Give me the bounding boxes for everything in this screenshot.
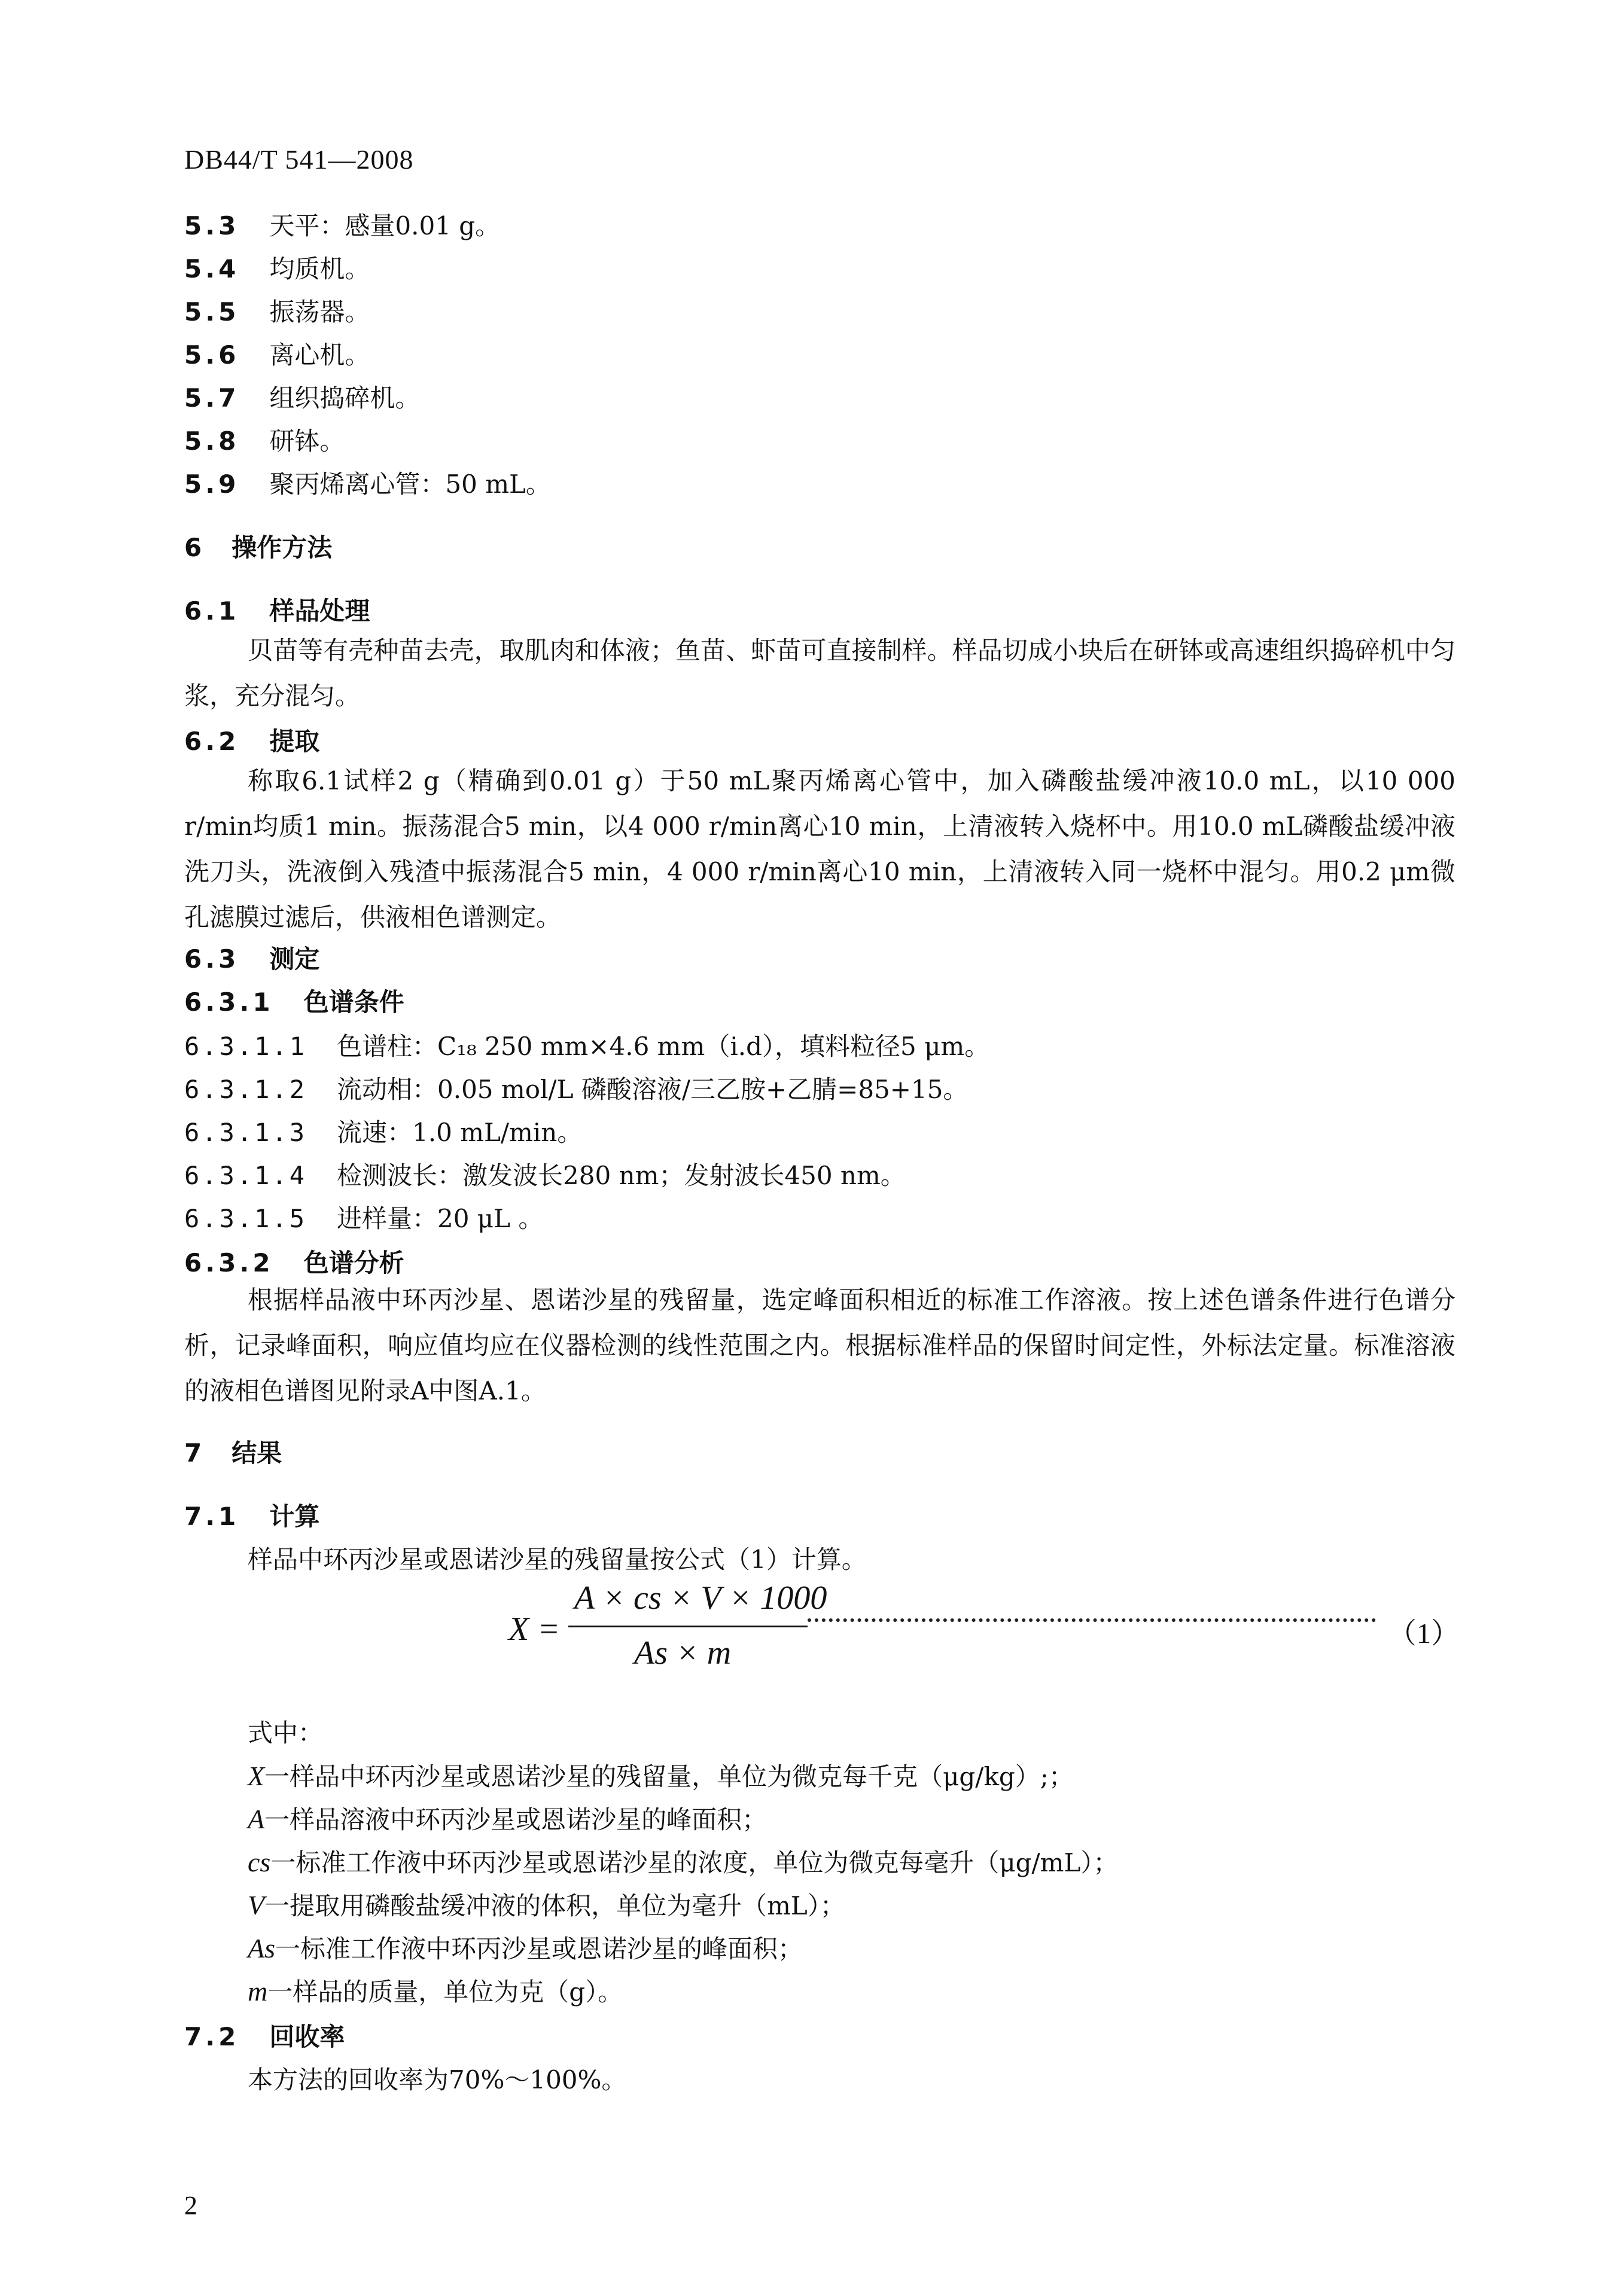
section-number: 6.3 [184, 944, 240, 974]
section-title: 提取 [269, 727, 320, 756]
section-title: 结果 [232, 1438, 282, 1468]
section-title: 计算 [269, 1502, 320, 1531]
item-number: 5.7 [184, 383, 240, 413]
item-text: 振荡器。 [269, 297, 370, 327]
item-5-6 [184, 339, 1455, 372]
condition-6-3-1-5 [184, 1202, 1455, 1236]
condition-6-3-1-4 [184, 1159, 1455, 1193]
page-number: 2 [184, 2191, 197, 2220]
condition-text: 检测波长：激发波长280 nm；发射波长450 nm。 [337, 1161, 906, 1190]
item-number: 5.9 [184, 469, 240, 499]
condition-text: 流动相：0.05 mol/L 磷酸溶液/三乙胺+乙腈=85+15。 [337, 1075, 969, 1104]
section-number: 6.2 [184, 727, 240, 756]
section-6-heading [184, 531, 1455, 565]
item-text: 均质机。 [269, 254, 370, 283]
section-title: 色谱条件 [303, 987, 404, 1017]
where-label: 式中： [248, 1718, 324, 1748]
item-text: 离心机。 [269, 340, 370, 370]
item-5-7 [184, 382, 1455, 415]
formula-numerator: A × cs × V × 1000 [574, 1580, 827, 1617]
section-7-1-paragraph: 样品中环丙沙星或恩诺沙星的残留量按公式（1）计算。 [248, 1545, 867, 1574]
condition-number: 6.3.1.1 [184, 1032, 307, 1061]
item-number: 5.3 [184, 211, 240, 240]
definition: 一样品中环丙沙星或恩诺沙星的残留量，单位为微克每千克（μg/kg）;； [264, 1762, 1074, 1791]
condition-text: 流速：1.0 mL/min。 [337, 1118, 583, 1147]
section-title: 测定 [269, 944, 320, 974]
section-6-1-heading [184, 594, 1455, 628]
section-title: 色谱分析 [303, 1248, 404, 1277]
section-number: 7.2 [184, 2022, 240, 2051]
item-5-3 [184, 209, 1455, 243]
condition-number: 6.3.1.3 [184, 1118, 307, 1147]
where-item-as [248, 1932, 803, 1966]
document-id: DB44/T 541—2008 [184, 144, 414, 175]
section-7-2-heading [184, 2020, 1455, 2054]
definition: 一提取用磷酸盐缓冲液的体积，单位为毫升（mL）； [264, 1891, 845, 1920]
condition-number: 6.3.1.2 [184, 1075, 307, 1104]
item-5-5 [184, 295, 1455, 329]
definition: 一样品的质量，单位为克（g）。 [267, 1977, 623, 2007]
where-item-a [248, 1803, 767, 1837]
section-title: 操作方法 [232, 533, 333, 562]
condition-text: 进样量：20 μL 。 [337, 1204, 544, 1233]
definition: 一标准工作液中环丙沙星或恩诺沙星的浓度，单位为微克每毫升（μg/mL）； [270, 1848, 1119, 1877]
item-text: 聚丙烯离心管：50 mL。 [269, 469, 551, 499]
symbol: m [248, 1976, 268, 2007]
definition: 一样品溶液中环丙沙星或恩诺沙星的峰面积； [264, 1805, 768, 1834]
symbol: As [248, 1933, 275, 1963]
section-6-3-2-paragraph: 根据样品液中环丙沙星、恩诺沙星的残留量，选定峰面积相近的标准工作溶液。按上述色谱条件进行色谱分析，记录峰面积，响应值均应在仪器检测的线性范围之内。根据标准样品的保留时间定性，外标法定量。标准溶液的液相色谱图见附录A中图A.1。 [184, 1285, 1455, 1405]
section-number: 7 [184, 1438, 202, 1468]
symbol: X [248, 1761, 265, 1791]
section-7-2-paragraph: 本方法的回收率为70%～100%。 [248, 2065, 627, 2094]
leader-dots [808, 1618, 1376, 1622]
where-item-v [248, 1889, 845, 1923]
where-item-x [248, 1760, 1074, 1794]
symbol: cs [248, 1847, 271, 1877]
section-number: 6.3.1 [184, 987, 274, 1017]
section-number: 6.3.2 [184, 1248, 274, 1277]
condition-6-3-1-2 [184, 1073, 1455, 1106]
where-item-m [248, 1975, 623, 2009]
section-7-heading [184, 1437, 1455, 1470]
item-text: 天平：感量0.01 g。 [269, 211, 501, 240]
condition-number: 6.3.1.5 [184, 1204, 307, 1233]
section-6-1-paragraph: 贝苗等有壳种苗去壳，取肌肉和体液；鱼苗、虾苗可直接制样。样品切成小块后在研钵或高速组织捣碎机中匀浆，充分混匀。 [184, 636, 1455, 711]
section-title: 回收率 [269, 2022, 345, 2051]
symbol: A [248, 1804, 265, 1834]
section-title: 样品处理 [269, 596, 370, 626]
section-6-3-heading [184, 943, 1455, 976]
formula-1 [508, 1579, 1466, 1681]
formula-denominator: As × m [634, 1635, 732, 1672]
condition-6-3-1-3 [184, 1116, 1455, 1149]
condition-text: 色谱柱：C₁₈ 250 mm×4.6 mm（i.d），填料粒径5 μm。 [337, 1032, 990, 1061]
item-number: 5.6 [184, 340, 240, 370]
item-text: 研钵。 [269, 426, 345, 456]
item-number: 5.5 [184, 297, 240, 327]
section-6-2-heading [184, 725, 1455, 758]
formula-lhs: X = [508, 1611, 560, 1648]
section-6-2-paragraph: 称取6.1试样2 g（精确到0.01 g）于50 mL聚丙烯离心管中，加入磷酸盐缓冲液10.0 mL，以10 000 r/min均质1 min。振荡混合5 min，以4 000 r/min离心10 min，上清液转入烧杯中。用10.0 mL磷酸盐缓冲液洗刀头，洗液倒入残渣中振荡混合5 min，4 000 r/min离心10 min，上清液转入同一烧杯中混匀。用0.2 μm微孔滤膜过滤后，供液相色谱测定。 [184, 766, 1455, 932]
condition-6-3-1-1 [184, 1030, 1455, 1063]
section-number: 7.1 [184, 1502, 240, 1531]
fraction-bar [568, 1626, 808, 1627]
formula-number: （1） [1388, 1618, 1460, 1649]
section-6-3-1-heading [184, 986, 1455, 1019]
item-5-8 [184, 425, 1455, 458]
item-text: 组织捣碎机。 [269, 383, 421, 413]
item-5-4 [184, 252, 1455, 286]
condition-number: 6.3.1.4 [184, 1161, 307, 1190]
section-6-3-2-heading [184, 1246, 1455, 1280]
section-number: 6 [184, 533, 202, 562]
where-item-cs [248, 1846, 1118, 1880]
section-7-1-heading [184, 1500, 1455, 1533]
item-5-9 [184, 468, 1455, 501]
symbol: V [248, 1890, 265, 1920]
item-number: 5.8 [184, 426, 240, 456]
item-number: 5.4 [184, 254, 240, 283]
definition: 一标准工作液中环丙沙星或恩诺沙星的峰面积； [275, 1934, 803, 1963]
section-number: 6.1 [184, 596, 240, 626]
